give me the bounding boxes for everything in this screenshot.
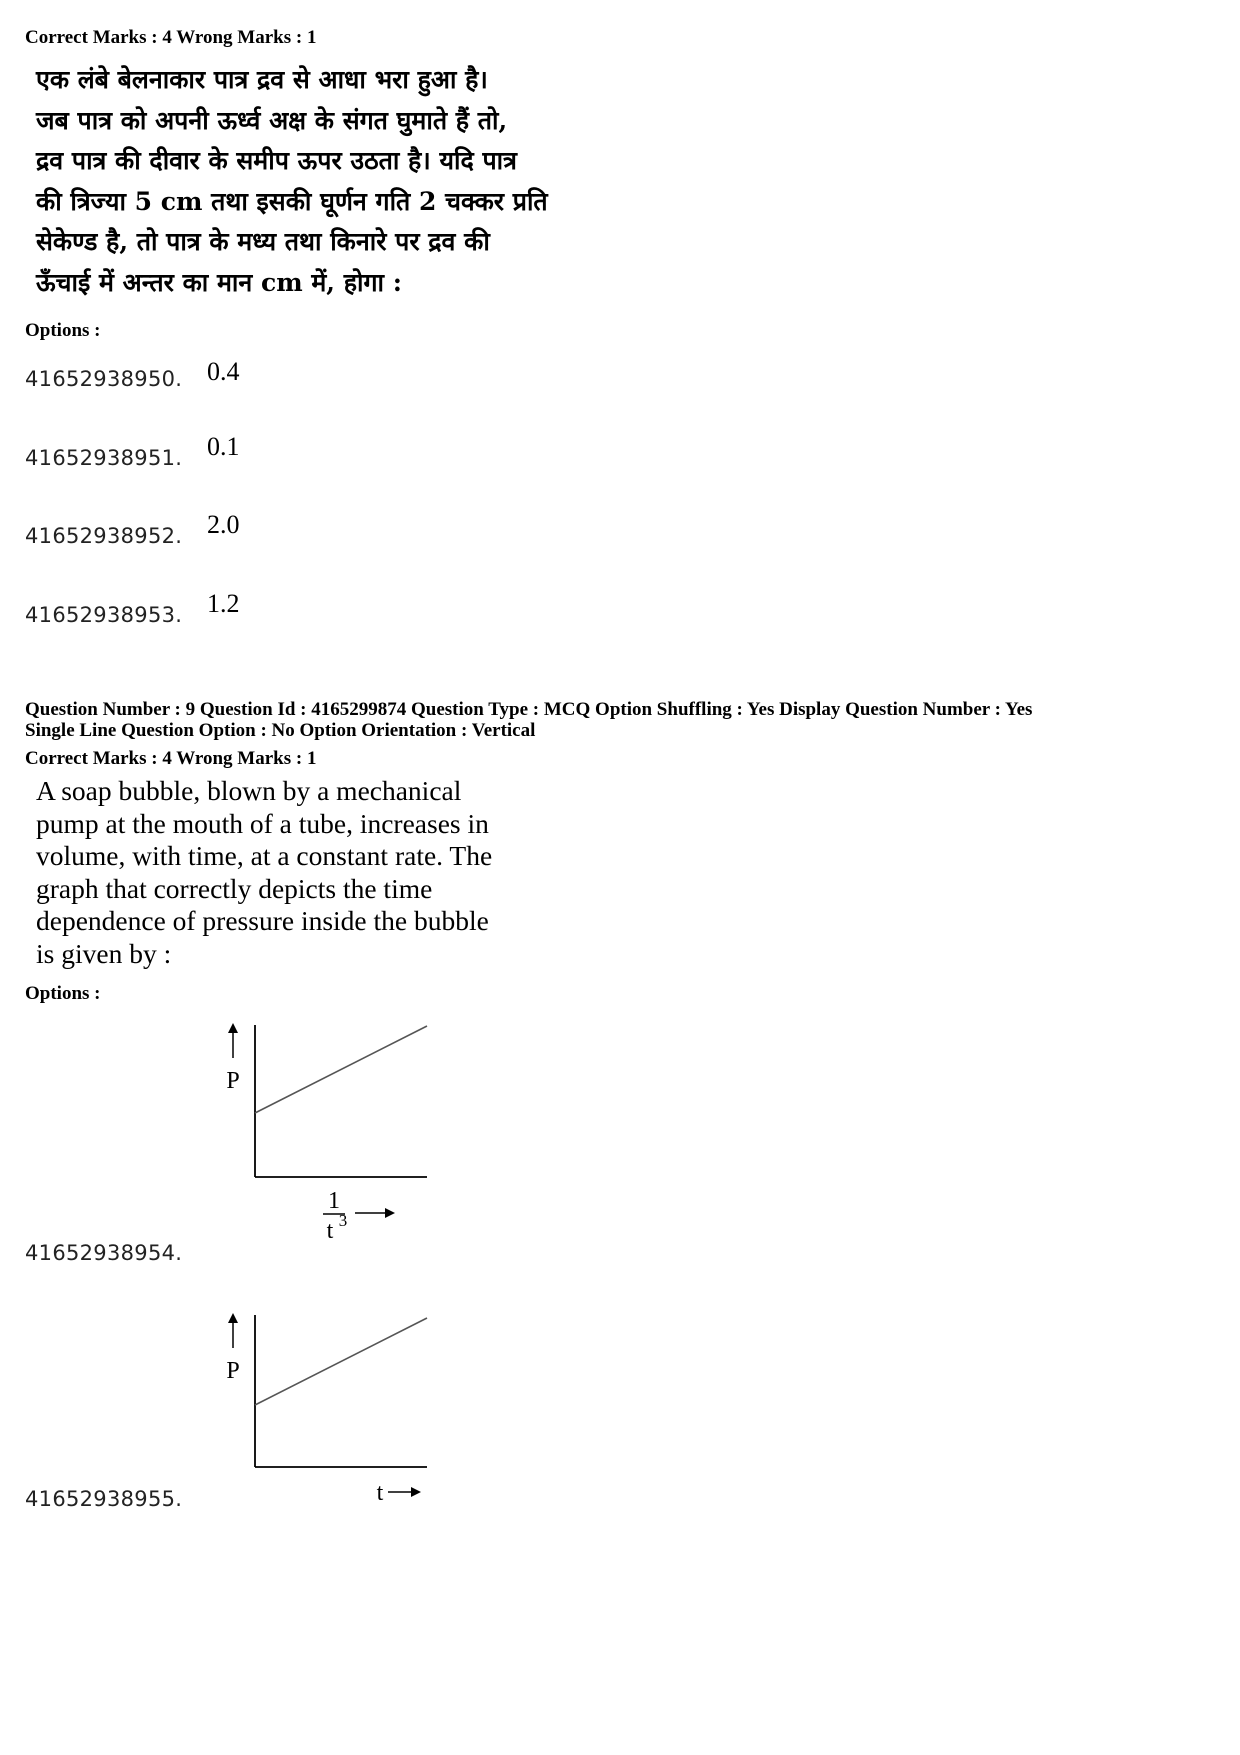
q8-option-value: 1.2 [207, 589, 240, 618]
y-axis-label: P [226, 1068, 240, 1094]
y-axis-label: P [226, 1358, 240, 1384]
q9-marks: Correct Marks : 4 Wrong Marks : 1 [25, 748, 317, 769]
q8-question-line: द्रव पात्र की दीवार के समीप ऊपर उठता है। यदि पात्र [36, 146, 517, 175]
q8-question-text [36, 60, 556, 303]
q9-header-line1: Question Number : 9 Question Id : 4165299874 Question Type : MCQ Option Shuffling : Yes Display Question Number : Yes [25, 699, 1033, 720]
q8-question-line: की त्रिज्या 5 cm तथा इसकी घूर्णन गति 2 चक्कर प्रति [36, 186, 548, 216]
q8-option-value: 0.4 [207, 357, 240, 386]
q9-question-line: pump at the mouth of a tube, increases in [36, 807, 489, 839]
x-axis-label-exponent: 3 [338, 1211, 348, 1230]
q9-option-graph [210, 1310, 440, 1510]
q9-question-line: A soap bubble, blown by a mechanical [36, 775, 462, 806]
x-axis-label: t [376, 1480, 384, 1506]
q8-option-id: 41652938953. [25, 603, 183, 627]
arrow-right-icon [385, 1208, 395, 1218]
x-axis-label-denominator: t [326, 1218, 334, 1244]
x-axis-label-numerator: 1 [328, 1188, 340, 1214]
q9-option-graph [210, 1020, 440, 1255]
q9-option-id: 41652938955. [25, 1487, 183, 1511]
q9-question-line: dependence of pressure inside the bubble [36, 905, 489, 936]
arrow-up-icon [228, 1313, 238, 1323]
q8-option-id: 41652938951. [25, 446, 183, 470]
q9-question-line: graph that correctly depicts the time [36, 872, 433, 904]
arrow-up-icon [228, 1023, 238, 1033]
q8-option-value: 2.0 [207, 510, 240, 539]
q9-question-line: volume, with time, at a constant rate. The [36, 840, 493, 871]
q8-question-line: सेकेण्ड है, तो पात्र के मध्य तथा किनारे पर द्रव की [36, 227, 490, 256]
q8-option-id: 41652938950. [25, 367, 183, 391]
q9-question-text [36, 775, 556, 970]
q9-question-line: is given by : [36, 937, 172, 969]
q8-marks: Correct Marks : 4 Wrong Marks : 1 [25, 27, 317, 48]
series-line [255, 1026, 427, 1113]
q8-question-line: एक लंबे बेलनाकार पात्र द्रव से आधा भरा हुआ है। [36, 65, 488, 94]
q8-options-label: Options : [25, 320, 101, 341]
arrow-right-icon [411, 1487, 421, 1497]
series-line [255, 1318, 427, 1405]
q8-option-value: 0.1 [207, 432, 240, 461]
q8-option-id: 41652938952. [25, 524, 183, 548]
q8-question-line: जब पात्र को अपनी ऊर्ध्व अक्ष के संगत घुमाते हैं तो, [36, 105, 508, 135]
q9-options-label: Options : [25, 983, 101, 1004]
q9-option-id: 41652938954. [25, 1241, 183, 1265]
q8-question-line: ऊँचाई में अन्तर का मान cm में, होगा : [36, 267, 402, 297]
q9-header-line2: Single Line Question Option : No Option Orientation : Vertical [25, 720, 536, 741]
